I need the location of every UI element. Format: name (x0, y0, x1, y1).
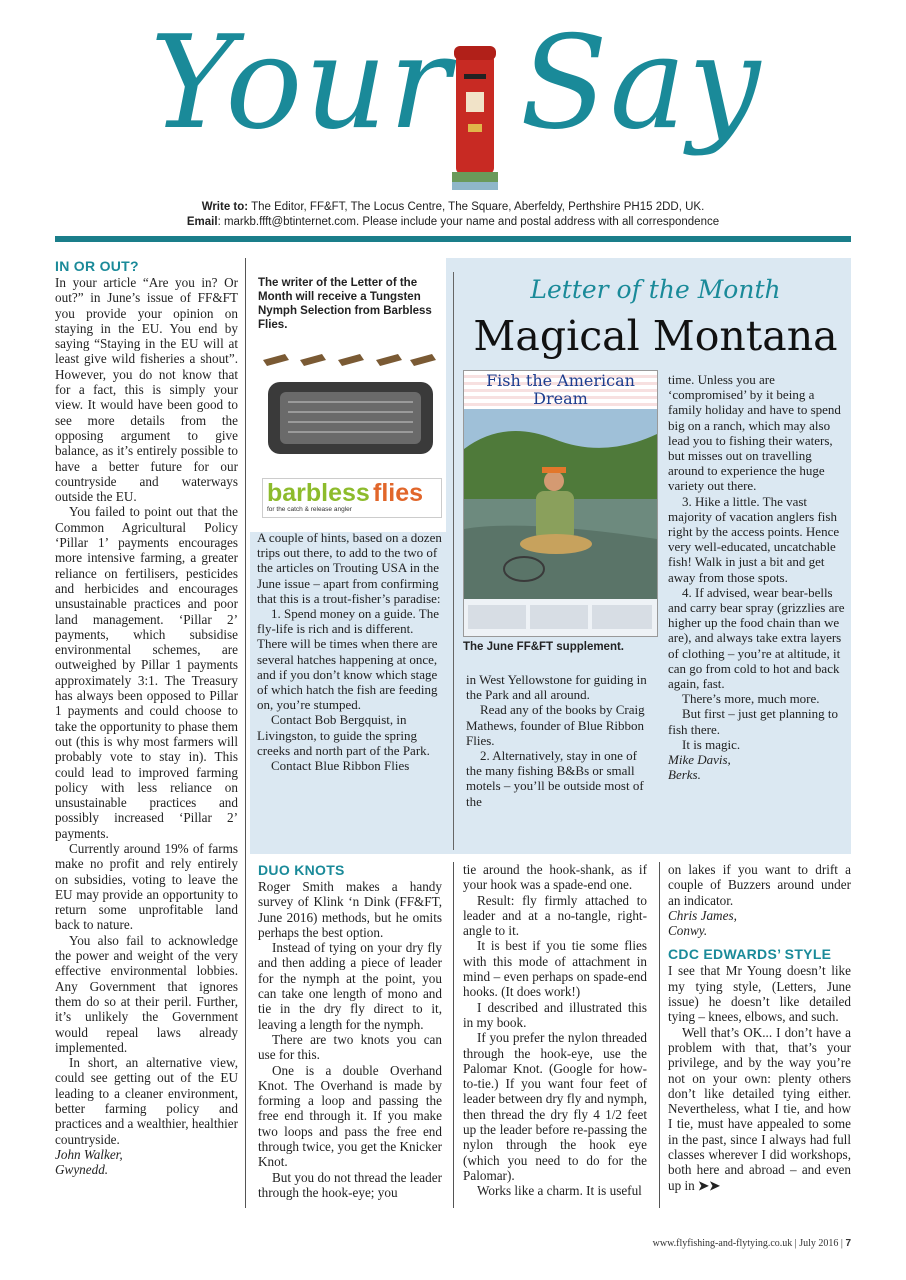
panel-divider (453, 272, 454, 850)
paragraph: Currently around 19% of farms make no profit and rely entirely on subsidies, voting to leave the EU may provide an opportunity to return some unprofitable land back to nature. (55, 840, 238, 933)
signature-name: Chris James, (668, 907, 737, 923)
paragraph: 4. If advised, wear bear-bells and carry bear spray (grizzlies are higher up the food chain than we are), and always take extra layers of clothing – you’re at altitude, it can go from cold to hot and back again, fast. (668, 584, 845, 692)
write-to-label: Write to: (201, 201, 249, 213)
signature-name: John Walker, (55, 1146, 123, 1162)
page-number: 7 (845, 1238, 851, 1249)
postbox-illustration (452, 40, 498, 190)
paragraph: A couple of hints, based on a dozen trips out there, to add to the two of the articles on Trouting USA in the June issue – apart from confirming that this is a trout-fisher’s paradise: (257, 530, 442, 606)
heading-in-or-out: IN OR OUT? (55, 258, 139, 274)
paragraph: Works like a charm. It is useful (477, 1183, 642, 1199)
paragraph: time. Unless you are ‘compromised’ by it being a family holiday and have to spend big on a ranch, which may also lead you to fishing their waters, but misses out on travelling around to experience the huge variety out there. (668, 372, 841, 494)
paragraph: Contact Bob Bergquist, in Livingston, to guide the spring creeks and north part of the Park. (257, 712, 430, 758)
fly-box-illustration (258, 340, 443, 460)
signature-place: Gwynedd. (55, 1162, 109, 1178)
brand-flies: flies (373, 479, 424, 507)
signature-place: Berks. (668, 767, 701, 783)
paragraph: Roger Smith makes a handy survey of Klink ‘n Dink (FF&FT, June 2016) methods, but he omits perhaps the best option. (258, 879, 442, 940)
brand-barbless: barbless (267, 479, 370, 507)
letter-of-month-title: Magical Montana (473, 312, 838, 360)
paragraph: Read any of the books by Craig Mathews, founder of Blue Ribbon Flies. (466, 702, 645, 748)
paragraph: I described and illustrated this in my book. (463, 999, 647, 1030)
cover-title-band (464, 371, 657, 409)
letter-duo-knots-end (668, 862, 851, 1193)
paragraph: In your article “Are you in? Or out?” in June’s issue of FF&FT you provide your opinion on staying in the EU. You end by saying “Staying in the EU will at least give wild fisheries a shout”. However, you do not know that for a fact, this is simply your view. It would have been good to see more details from the opposing argument to give balance, as it’s entirely possible to have a better future for our countryside and waterways outside the EU. (55, 275, 238, 505)
letter-in-or-out (55, 258, 238, 1178)
paragraph: If you prefer the nylon threaded through the hook-eye, use the Palomar Knot. (Google for how-to-tie.) If you want four feet of leader between dry fly and nymph, then thread the dry fly 4 1/2 feet up the leader before re-passing the nylon through the hook eye (which you need to do for the Palomar). (463, 1030, 647, 1183)
angler-photo (464, 409, 657, 599)
signature-place: Conwy. (668, 923, 708, 939)
paragraph (668, 1025, 851, 1193)
paragraph: I see that Mr Young doesn’t like my tying style, (Letters, June issue) he doesn’t like detailed tying – knees, elbows, and such. (668, 963, 851, 1025)
title-say: Say (520, 9, 763, 158)
heading-cdc: CDC EDWARDS’ STYLE (668, 946, 832, 963)
column-divider (245, 258, 246, 1208)
signature-name: Mike Davis, (668, 752, 731, 768)
cover-title-line2: Dream (464, 390, 657, 408)
paragraph: Contact Blue Ribbon Flies (271, 758, 410, 774)
cover-strip (464, 599, 657, 636)
paragraph: on lakes if you want to drift a couple of Buzzers around under an indicator. (668, 862, 851, 908)
paragraph: It is magic. (682, 736, 741, 752)
paragraph: Instead of tying on your dry fly and then adding a piece of leader for the nymph at the point, you can take one length of mono and tie in the dry fly direct to it, leaving a length for the nymph. (258, 940, 442, 1032)
paragraph: It is best if you tie some flies with this mode of attachment in mind – even perhaps on spade-end hooks. (It does work!) (463, 938, 647, 1000)
header-rule (55, 236, 851, 242)
paragraph: There’s more, much more. (682, 691, 820, 707)
email-text[interactable]: : markb.ffft@btinternet.com. Please include your name and postal address with all correspondence (217, 216, 720, 228)
page-footer (653, 1238, 851, 1249)
paragraph: 2. Alternatively, stay in one of the many fishing B&Bs or small motels – you’ll be outside most of the (466, 748, 644, 809)
paragraph-text: Well that’s OK... I don’t have a problem with that, that’s your privilege, and by the way you’re not on your own: plenty others don’t like detailed tying either. Nevertheless, what I tie, and how I tie, must have appealed to some in the past, since I always had full classes wherever I did workshops, both here and abroad – and even up in (668, 1024, 851, 1193)
email-label: Email (186, 216, 218, 228)
prize-text: The writer of the Letter of the Month will receive a Tungsten Nymph Selection from Barbless Flies. (258, 277, 432, 331)
paragraph: One is a double Overhand Knot. The Overhand is made by forming a loop and passing the free end through it. If you make two loops and pass the free end through twice, you get the Knicker Knot. (258, 1062, 442, 1170)
lotm-column-1 (257, 530, 445, 773)
letter-of-month-kicker: Letter of the Month (530, 275, 781, 304)
write-to-address: The Editor, FF&FT, The Locus Centre, The Square, Aberfeldy, Perthshire PH15 2DD, UK. (251, 201, 705, 213)
paragraph: You failed to point out that the Common Agricultural Policy ‘Pillar 1’ payments encourages more intensive farming, a greater reliance on fertilisers, pesticides and herbicides and encourages unsustainable practices and poor land management. ‘Pillar 2’ payments, which subsidise environmental schemes, are outweighed by Pillar 1 payments approximately 3:1. The Treasury has always been opposed to Pillar 1 payments and could choose to take the opportunity to phase them out (this is why most farmers will probably vote to stay in). This could lead to improved farming policy with less reliance on unsustainable practices and possibly increased ‘Pillar 2’ payments. (55, 504, 238, 841)
paragraph: Result: fly firmly attached to leader and at a no-tangle, right-angle to it. (463, 892, 647, 939)
footer-url: www.flyfishing-and-flytying.co.uk | July 2016 | (652, 1238, 846, 1249)
lotm-column-2 (466, 672, 651, 809)
column-divider (453, 862, 454, 1208)
paragraph: 3. Hike a little. The vast majority of vacation anglers fish right by the access points. Hence very well-educated, uncatchable fish! Walk in just a bit and get away from those spots. (668, 493, 840, 585)
heading-duo-knots: DUO KNOTS (258, 862, 345, 878)
paragraph: in West Yellowstone for guiding in the Park and all around. (466, 672, 647, 703)
brand-tagline: for the catch & release angler (267, 506, 352, 513)
column-divider (659, 862, 660, 1208)
paragraph: But you do not thread the leader through the hook-eye; you (258, 1169, 442, 1200)
paragraph: In short, an alternative view, could see getting out of the EU leading to a cleaner environment, better farming policy and practices and a wealthier, healthier countryside. (55, 1055, 238, 1147)
paragraph: tie around the hook-shank, as if your hook was a spade-end one. (463, 862, 647, 893)
write-to-block (0, 200, 906, 230)
barbless-flies-logo (262, 478, 442, 518)
supplement-cover (463, 370, 658, 637)
paragraph: You also fail to acknowledge the power and weight of the very effective environmental lobbies. Any Government that ignores them do so at their peril. Further, it’s unlikely the Government would repeal laws already implemented. (55, 932, 238, 1055)
lotm-column-3 (668, 372, 846, 782)
paragraph: There are two knots you can use for this. (258, 1031, 442, 1063)
letter-duo-knots-cont (463, 862, 647, 1199)
cover-caption: The June FF&FT supplement. (463, 641, 625, 653)
cover-title-line1: Fish the American (464, 372, 657, 390)
paragraph: 1. Spend money on a guide. The fly-life is rich and is different. There will be times when there are several hatches happening at once, and if you don’t know which stage of which hatch the fish are feeding on, you’re stumped. (257, 606, 440, 713)
paragraph: But first – just get planning to fish there. (668, 706, 838, 737)
continue-arrow-icon: ➤➤ (698, 1177, 721, 1193)
letter-duo-knots (258, 862, 442, 1200)
title-your: Your (150, 9, 453, 158)
